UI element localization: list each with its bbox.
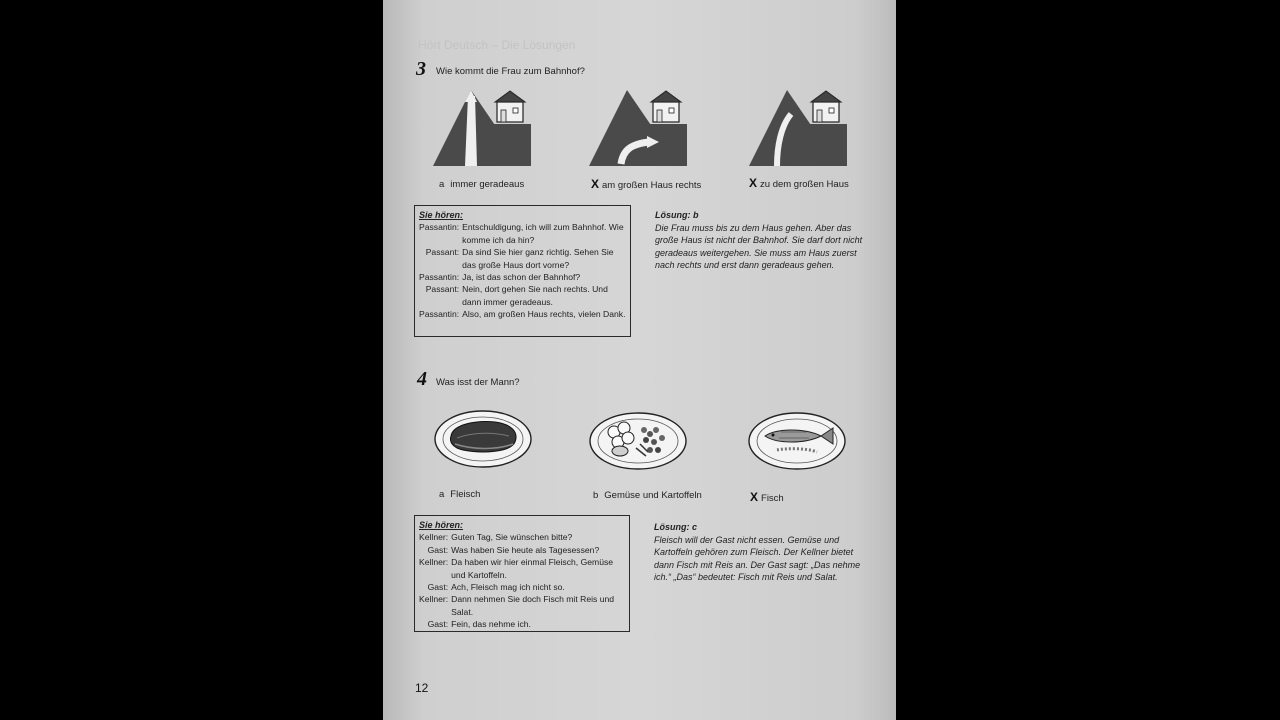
q4-dialog-lines bbox=[419, 531, 625, 630]
dialog-text: Da sind Sie hier ganz richtig. Sehen Sie das große Haus dort vorne? bbox=[462, 247, 614, 270]
q3-option-a-text: immer geradeaus bbox=[450, 179, 525, 190]
dialog-line bbox=[419, 246, 626, 271]
q4-solution bbox=[654, 521, 870, 584]
dialog-text: Also, am großen Haus rechts, vielen Dank. bbox=[462, 309, 626, 320]
dialog-speaker: Kellner: bbox=[419, 557, 449, 568]
q3-dialog-lines bbox=[419, 221, 626, 320]
dialog-text: Fein, das nehme ich. bbox=[451, 619, 531, 630]
dialog-speaker: Passant: bbox=[425, 247, 460, 258]
q4-option-b-text: Gemüse und Kartoffeln bbox=[604, 490, 702, 501]
dialog-speaker: Gast: bbox=[427, 544, 449, 555]
dialog-line bbox=[419, 308, 626, 320]
q4-option-c bbox=[750, 490, 784, 504]
dialog-speaker: Passantin: bbox=[419, 272, 460, 283]
q3-option-c-text: zu dem großen Haus bbox=[760, 179, 849, 190]
q4-solution-title: Lösung: c bbox=[654, 522, 697, 532]
q4-option-b bbox=[593, 490, 702, 501]
q3-dialog-title: Sie hören: bbox=[419, 210, 464, 220]
dialog-text: Was haben Sie heute als Tagesessen? bbox=[451, 544, 600, 555]
q3-option-a-letter: a bbox=[439, 179, 445, 190]
q4-option-b-letter: b bbox=[593, 490, 599, 501]
dialog-text: Da haben wir hier einmal Fleisch, Gemüse und Kartoffeln. bbox=[451, 557, 614, 580]
dialog-line bbox=[419, 271, 626, 283]
dialog-text: Dann nehmen Sie doch Fisch mit Reis und Salat. bbox=[451, 594, 615, 617]
q4-option-a-text: Fleisch bbox=[450, 489, 481, 500]
q3-solution-text: Die Frau muss bis zu dem Haus gehen. Aber das große Haus ist nicht der Bahnhof. Sie darf dort nicht geradeaus weitergehen. Sie muss am Haus zuerst nach rechts und erst dann geradeaus gehen. bbox=[655, 222, 863, 271]
q3-solution-title: Lösung: b bbox=[655, 210, 699, 220]
dialog-line bbox=[419, 556, 625, 581]
q4-option-c-cross-mark: X bbox=[750, 490, 759, 504]
dialog-text: Ja, ist das schon der Bahnhof? bbox=[462, 272, 581, 283]
question-3-number: 3 bbox=[416, 58, 426, 80]
q3-dialog-box bbox=[414, 205, 631, 337]
dialog-speaker: Passant: bbox=[425, 284, 460, 295]
dialog-line bbox=[419, 581, 625, 593]
q3-option-a bbox=[439, 179, 524, 190]
q3-option-b-cross-mark: X bbox=[591, 177, 600, 191]
question-4-text: Was isst der Mann? bbox=[436, 377, 520, 388]
dialog-text: Guten Tag, Sie wünschen bitte? bbox=[451, 532, 573, 543]
dialog-line bbox=[419, 531, 625, 543]
q4-solution-text: Fleisch will der Gast nicht essen. Gemüse und Kartoffeln gehören zum Fleisch. Der Kellner bietet dann Fisch mit Reis an. Der Gast sagt: „Das nehme ich.“ „Das“ bedeutet: Fisch mit Reis und Salat. bbox=[654, 534, 861, 583]
dialog-text: Nein, dort gehen Sie nach rechts. Und dann immer geradeaus. bbox=[462, 284, 608, 307]
q4-option-a-letter: a bbox=[439, 489, 445, 500]
faded-header: Hört Deutsch – Die Lösungen bbox=[418, 38, 576, 52]
road-turn-right-picture bbox=[587, 86, 689, 168]
dialog-line bbox=[419, 221, 626, 246]
q3-option-c-cross-mark: X bbox=[749, 176, 758, 190]
dialog-line bbox=[419, 618, 625, 630]
dialog-speaker: Kellner: bbox=[419, 594, 449, 605]
question-4-number: 4 bbox=[417, 368, 427, 390]
dialog-text: Entschuldigung, ich will zum Bahnhof. Wie komme ich da hin? bbox=[462, 222, 624, 245]
q4-dialog-title: Sie hören: bbox=[419, 520, 464, 530]
worksheet-page bbox=[383, 0, 896, 720]
q4-dialog-box bbox=[414, 515, 630, 632]
q3-solution bbox=[655, 209, 869, 272]
q3-option-b-text: am großen Haus rechts bbox=[602, 180, 702, 191]
dialog-speaker: Passantin: bbox=[419, 222, 460, 233]
dialog-line bbox=[419, 593, 625, 618]
road-to-house-picture bbox=[747, 86, 849, 168]
page-number: 12 bbox=[415, 681, 429, 695]
dialog-speaker: Kellner: bbox=[419, 532, 449, 543]
q3-option-c bbox=[749, 176, 849, 190]
road-straight-picture bbox=[431, 86, 533, 168]
plate-meat-picture bbox=[433, 408, 533, 470]
question-3-text: Wie kommt die Frau zum Bahnhof? bbox=[436, 66, 585, 77]
dialog-line bbox=[419, 283, 626, 308]
dialog-text: Ach, Fleisch mag ich nicht so. bbox=[451, 582, 565, 593]
dialog-speaker: Passantin: bbox=[419, 309, 460, 320]
dialog-speaker: Gast: bbox=[427, 619, 449, 630]
dialog-line bbox=[419, 544, 625, 556]
q4-option-c-text: Fisch bbox=[761, 493, 784, 504]
q3-option-b bbox=[591, 177, 701, 191]
plate-fish-picture bbox=[747, 410, 847, 472]
q4-option-a bbox=[439, 489, 480, 500]
dialog-speaker: Gast: bbox=[427, 582, 449, 593]
plate-vegetables-picture bbox=[588, 410, 688, 472]
